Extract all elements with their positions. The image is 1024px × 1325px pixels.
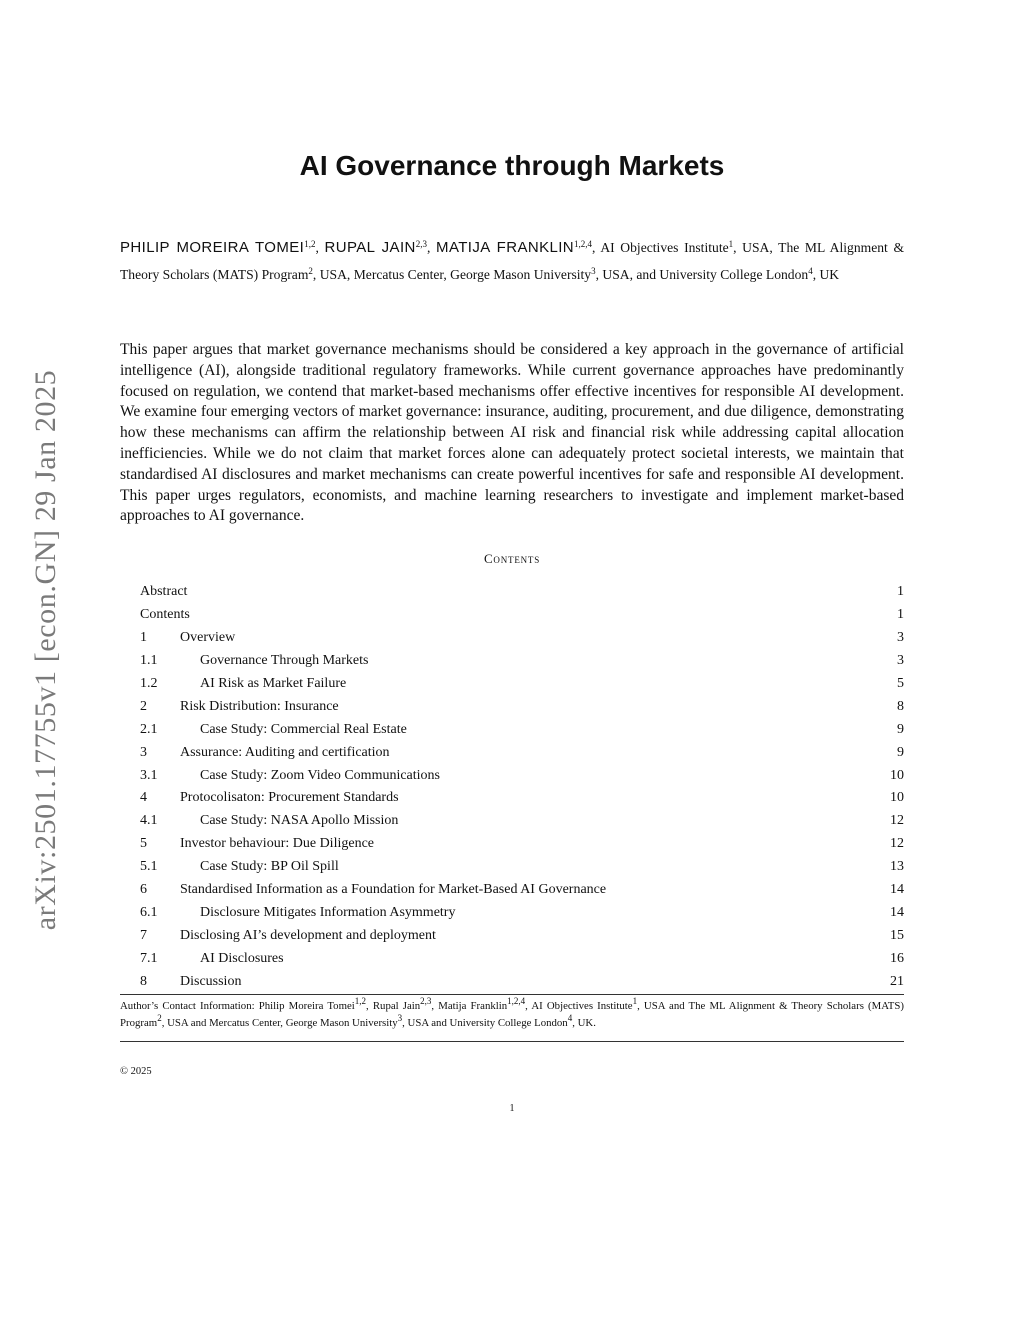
author-contact-information [120, 998, 904, 1032]
toc-entry[interactable] [140, 857, 904, 880]
toc-entry-title[interactable]: Protocolisaton: Procurement Standards [180, 790, 399, 806]
toc-entry-title[interactable]: Governance Through Markets [200, 652, 369, 668]
toc-entry-number: 4 [140, 790, 147, 806]
toc-entry-page: 8 [897, 698, 904, 714]
toc-entry[interactable] [140, 788, 904, 811]
toc-entry-page: 9 [897, 744, 904, 760]
toc-entry-title[interactable]: AI Risk as Market Failure [200, 675, 347, 691]
contact-superscript: 2 [157, 1013, 162, 1023]
toc-entry[interactable] [140, 651, 904, 674]
contact-superscript: 1,2 [354, 996, 367, 1006]
arxiv-sidebar [0, 340, 90, 960]
contact-text: , USA and The ML Alignment & Theory Scholars (MATS) Program [120, 1000, 905, 1029]
toc-entry-title[interactable]: Abstract [140, 584, 188, 599]
contact-text: , USA and Mercatus Center, George Mason University [161, 1017, 398, 1029]
affiliation-superscript: 3 [591, 266, 596, 276]
contact-superscript: 4 [567, 1013, 573, 1023]
toc-entry-page: 14 [890, 905, 904, 921]
author-superscript: 1,2,4 [574, 239, 593, 249]
toc-entry-page: 1 [897, 606, 904, 622]
author-superscript: 1,2 [304, 239, 316, 249]
toc-entry-number: 3 [140, 744, 147, 760]
toc-entry-page: 21 [890, 973, 904, 989]
toc-entry[interactable] [140, 720, 904, 743]
toc-entry-title[interactable]: Contents [140, 606, 190, 622]
toc-entry-number: 5 [140, 836, 147, 852]
toc-entry[interactable] [140, 582, 904, 605]
affiliation: , UK [812, 267, 840, 282]
toc-entry-number: 7.1 [140, 951, 158, 966]
affiliation-superscript: 4 [808, 266, 813, 276]
author-name: PHILIP MOREIRA TOMEI [120, 239, 305, 256]
contact-text: , Rupal Jain [366, 1000, 421, 1012]
toc-entry[interactable] [140, 926, 904, 949]
toc-entry-number: 2.1 [140, 721, 158, 737]
footnote-rule [120, 994, 904, 995]
contact-superscript: 1,2,4 [507, 996, 526, 1006]
author-block: PHILIP MOREIRA TOMEI$^{1,2}$, RUPAL JAIN$^{2,3}$, MATIJA FRANKLIN$^{1,2,4}$, AI Objectives Institute$^1$, USA, The ML Alignment & Theory Scholars (MATS) Program$^2$, USA, Mercatus Center, George Mason University$^3$, USA, and University College London$^4$, UK [120, 239, 905, 282]
toc-entry-page: 12 [890, 836, 904, 852]
toc-entry-page: 14 [890, 882, 904, 898]
toc-entry-number: 1.2 [140, 675, 158, 691]
arxiv-identifier: arXiv:2501.17755v1 [econ.GN] 29 Jan 2025 [29, 369, 62, 931]
toc-entry-number: 8 [140, 973, 147, 989]
footnote-rule-bottom [120, 1041, 904, 1042]
paper-title: AI Governance through Markets [299, 150, 725, 181]
toc-entry-page: 3 [897, 629, 904, 645]
toc-entry-title[interactable]: Disclosing AI’s development and deployment [180, 928, 436, 944]
toc-entry-title[interactable]: Case Study: Zoom Video Communications [200, 767, 441, 783]
toc-entry-page: 9 [897, 721, 904, 737]
contact-superscript: 2,3 [420, 996, 432, 1006]
toc-entry-page: 12 [890, 813, 904, 829]
toc-entry-title[interactable]: Disclosure Mitigates Information Asymmetry [200, 905, 456, 921]
affiliation: AI Objectives Institute [600, 240, 729, 255]
toc-entry-title[interactable]: Investor behaviour: Due Diligence [180, 836, 374, 852]
table-of-contents [140, 582, 904, 995]
toc-entry-number: 3.1 [140, 767, 158, 783]
toc-entry-number: 1.1 [140, 652, 158, 668]
copyright: © 2025 [120, 1066, 152, 1077]
affiliation: , USA, The ML Alignment & Theory Scholars (MATS) Program [120, 240, 905, 282]
contact-superscript: 1 [632, 996, 638, 1006]
abstract-text: This paper argues that market governance mechanisms should be considered a key approach in the governance of artificial intelligence (AI), alongside traditional regulatory frameworks. While current governance approaches have predominantly focused on regulation, we contend that market-based mechanisms offer effective incentives for responsible AI development. We examine four emerging vectors of market governance: insurance, auditing, procurement, and due diligence, demonstrating how these mechanisms can affirm the relationship between AI risk and financial risk while addressing capital allocation inefficiencies. While we do not claim that market forces alone can adequately protect societal interests, we maintain that standardised AI disclosures and market mechanisms can create powerful incentives for safe and responsible AI development. This paper urges regulators, economists, and machine learning researchers to investigate and implement market-based approaches to AI governance. [120, 341, 904, 525]
toc-entry-number: 7 [140, 928, 147, 944]
toc-entry-title[interactable]: Standardised Information as a Foundation for Market-Based AI Governance [180, 882, 607, 898]
toc-entry-number: 4.1 [140, 813, 158, 829]
toc-entry-number: 1 [140, 629, 147, 645]
contact-text: , USA and University College London [402, 1017, 568, 1029]
toc-entry-page: 15 [890, 928, 904, 944]
toc-entry-page: 16 [890, 951, 904, 966]
contact-text: Author’s Contact Information: Philip Moreira Tomei [120, 1000, 355, 1012]
toc-entry-number: 2 [140, 698, 147, 714]
toc-entry-page: 5 [897, 675, 904, 691]
page-number: 1 [509, 1103, 515, 1114]
toc-entry[interactable] [140, 605, 904, 628]
toc-entry-title[interactable]: Case Study: BP Oil Spill [200, 859, 339, 875]
toc-entry[interactable] [140, 903, 904, 926]
toc-entry-page: 13 [890, 859, 904, 875]
toc-entry-title[interactable]: Risk Distribution: Insurance [180, 698, 339, 714]
toc-entry-title[interactable]: Overview [180, 629, 236, 645]
affiliation-superscript: 1 [728, 239, 734, 249]
toc-entry-title[interactable]: AI Disclosures [200, 951, 284, 966]
toc-heading: Contents [483, 551, 541, 566]
toc-entry-title[interactable]: Discussion [180, 973, 242, 989]
toc-entry-title[interactable]: Case Study: NASA Apollo Mission [200, 813, 399, 829]
toc-entry[interactable] [140, 743, 904, 766]
toc-entry-number: 5.1 [140, 859, 158, 875]
contact-text: , AI Objectives Institute [525, 1000, 633, 1012]
toc-entry[interactable] [140, 766, 904, 789]
contact-text: , UK. [572, 1017, 596, 1029]
toc-entry-title[interactable]: Case Study: Commercial Real Estate [200, 721, 407, 737]
toc-entry-page: 10 [890, 767, 904, 783]
toc-entry[interactable] [140, 628, 904, 651]
author-name: RUPAL JAIN [324, 239, 416, 256]
toc-entry[interactable] [140, 674, 904, 697]
toc-entry[interactable] [140, 811, 904, 834]
toc-entry[interactable] [140, 972, 904, 995]
affiliation: , USA, Mercatus Center, George Mason University [312, 267, 592, 282]
toc-entry-number: 6 [140, 882, 147, 898]
toc-entry-number: 6.1 [140, 905, 158, 921]
toc-entry-title[interactable]: Assurance: Auditing and certification [180, 744, 390, 760]
affiliation-superscript: 2 [308, 266, 313, 276]
author-superscript: 2,3 [415, 239, 427, 249]
toc-entry[interactable] [140, 949, 904, 972]
affiliation: , USA, and University College London [595, 267, 809, 282]
toc-entry-page: 10 [890, 790, 904, 806]
toc-entry[interactable] [140, 697, 904, 720]
author-name: MATIJA FRANKLIN [436, 239, 575, 256]
toc-entry[interactable] [140, 834, 904, 857]
toc-entry-page: 1 [897, 584, 904, 599]
contact-superscript: 3 [397, 1013, 403, 1023]
toc-entry-page: 3 [897, 652, 904, 668]
contact-text: , Matija Franklin [431, 1000, 508, 1012]
toc-entry[interactable] [140, 880, 904, 903]
